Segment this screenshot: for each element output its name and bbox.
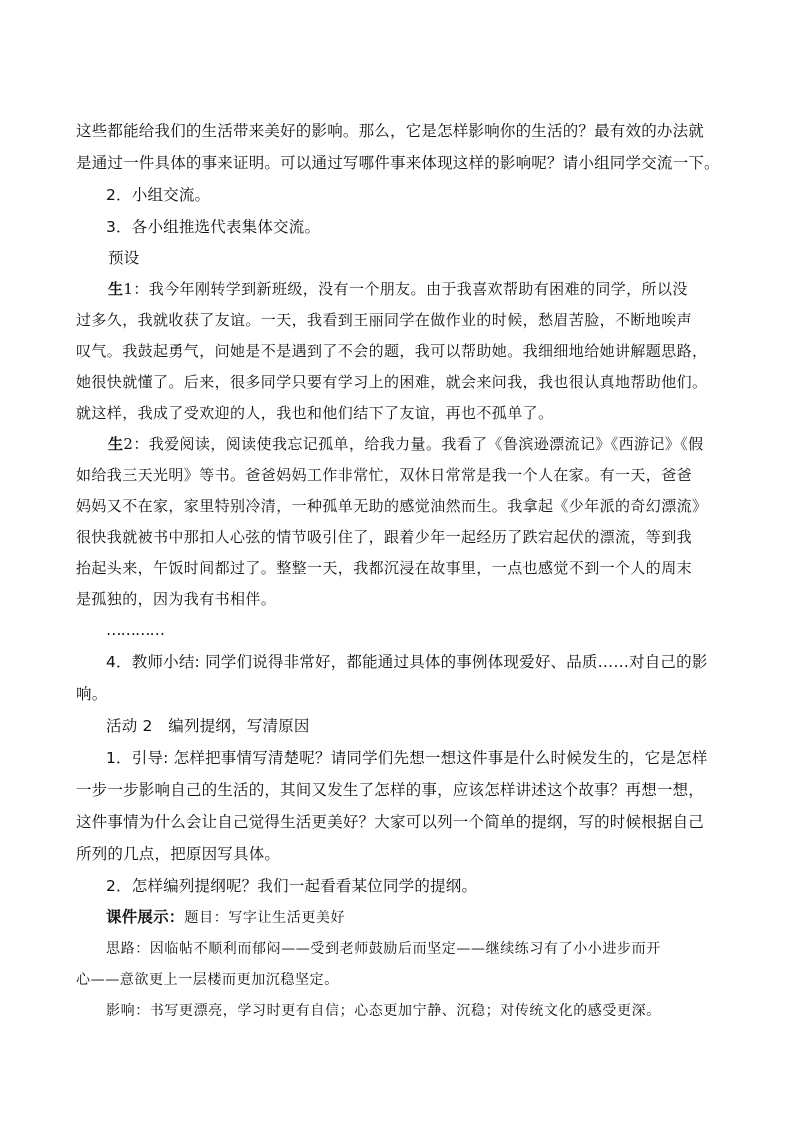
courseware-line bbox=[106, 907, 345, 928]
ellipsis: ………… bbox=[106, 621, 164, 639]
student-2-line-4: 很快我就被书中那扣人心弦的情节吸引住了，跟着少年一起经历了跌宕起伏的漂流，等到我 bbox=[76, 528, 693, 546]
student-2-line-1 bbox=[108, 434, 704, 454]
student-2-text: 我爱阅读，阅读使我忘记孤单，给我力量。我看了《鲁滨逊漂流记》《西游记》《假 bbox=[148, 435, 704, 453]
student-1-text: 我今年刚转学到新班级，没有一个朋友。由于我喜欢帮助有困难的同学，所以没 bbox=[148, 280, 688, 298]
guide-line-3: 这件事情为什么会让自己觉得生活更美好？大家可以列一个简单的提纲，写的时候根据自己 bbox=[76, 813, 705, 831]
student-2-line-6: 是孤独的，因为我有书相伴。 bbox=[76, 590, 277, 608]
activity-2-heading: 活动 2 编列提纲，写清原因 bbox=[106, 717, 310, 735]
student-2-line-2: 如给我三天光明》等书。爸爸妈妈工作非常忙，双休日常常是我一个人在家。有一天，爸爸 bbox=[76, 466, 693, 484]
student-1-line-2: 过多久，我就收获了友谊。一天，我看到王丽同学在做作业的时候，愁眉苦脸，不断地唉声 bbox=[76, 311, 693, 329]
impact-line: 影响：书写更漂亮，学习时更有自信；心态更加宁静、沉稳；对传统文化的感受更深。 bbox=[106, 1003, 661, 1019]
student-2-line-3: 妈妈又不在家，家里特别冷清，一种孤单无助的感觉油然而生。我拿起《少年派的奇幻漂流》 bbox=[76, 497, 708, 515]
student-1-number: 1： bbox=[123, 280, 149, 298]
student-1-label: 生 bbox=[108, 280, 124, 298]
outline-question: 2．怎样编列提纲呢？我们一起看看某位同学的提纲。 bbox=[106, 877, 478, 895]
thinking-line-2: 心——意欲更上一层楼而更加沉稳坚定。 bbox=[76, 972, 339, 988]
student-1-line-4: 她很快就懂了。后来，很多同学只要有学习上的困难，就会来问我，我也很认真地帮助他们。 bbox=[76, 373, 708, 391]
thinking-line-1: 思路：因临帖不顺利而郁闷——受到老师鼓励后而坚定——继续练习有了小小进步而开 bbox=[106, 941, 661, 957]
guide-line-1: 1．引导: 怎样把事情写清楚呢？请同学们先想一想这件事是什么时候发生的，它是怎样 bbox=[106, 749, 708, 767]
student-2-line-5: 抬起头来，午饭时间都过了。整整一天，我都沉浸在故事里，一点也感觉不到一个人的周末 bbox=[76, 559, 693, 577]
courseware-title: 题目：写字让生活更美好 bbox=[184, 910, 346, 926]
student-1-line-3: 叹气。我鼓起勇气，问她是不是遇到了不会的题，我可以帮助她。我细细地给她讲解题思路， bbox=[76, 342, 708, 360]
student-1-line-5: 就这样，我成了受欢迎的人，我也和他们结下了友谊，再也不孤单了。 bbox=[76, 404, 554, 422]
step-2: 2．小组交流。 bbox=[106, 186, 211, 204]
preset-heading: 预设 bbox=[108, 249, 140, 267]
intro-line-2: 是通过一件具体的事来证明。可以通过写哪件事来体现这样的影响呢？请小组同学交流一下。 bbox=[76, 154, 720, 172]
step-4-line-2: 响。 bbox=[76, 685, 108, 703]
guide-line-2: 一步一步影响自己的生活的，其间又发生了怎样的事，应该怎样讲述这个故事？再想一想， bbox=[76, 781, 705, 799]
student-2-number: 2： bbox=[123, 435, 149, 453]
courseware-label: 课件展示： bbox=[106, 908, 185, 926]
guide-line-4: 所列的几点，把原因写具体。 bbox=[76, 845, 281, 863]
step-3: 3．各小组推选代表集体交流。 bbox=[106, 218, 321, 236]
student-1-line-1 bbox=[108, 279, 688, 299]
intro-line-1: 这些都能给我们的生活带来美好的影响。那么，它是怎样影响你的生活的？最有效的办法就 bbox=[76, 122, 705, 140]
student-2-label: 生 bbox=[108, 435, 124, 453]
step-4-line-1: 4．教师小结: 同学们说得非常好，都能通过具体的事例体现爱好、品质……对自己的影 bbox=[106, 653, 708, 671]
